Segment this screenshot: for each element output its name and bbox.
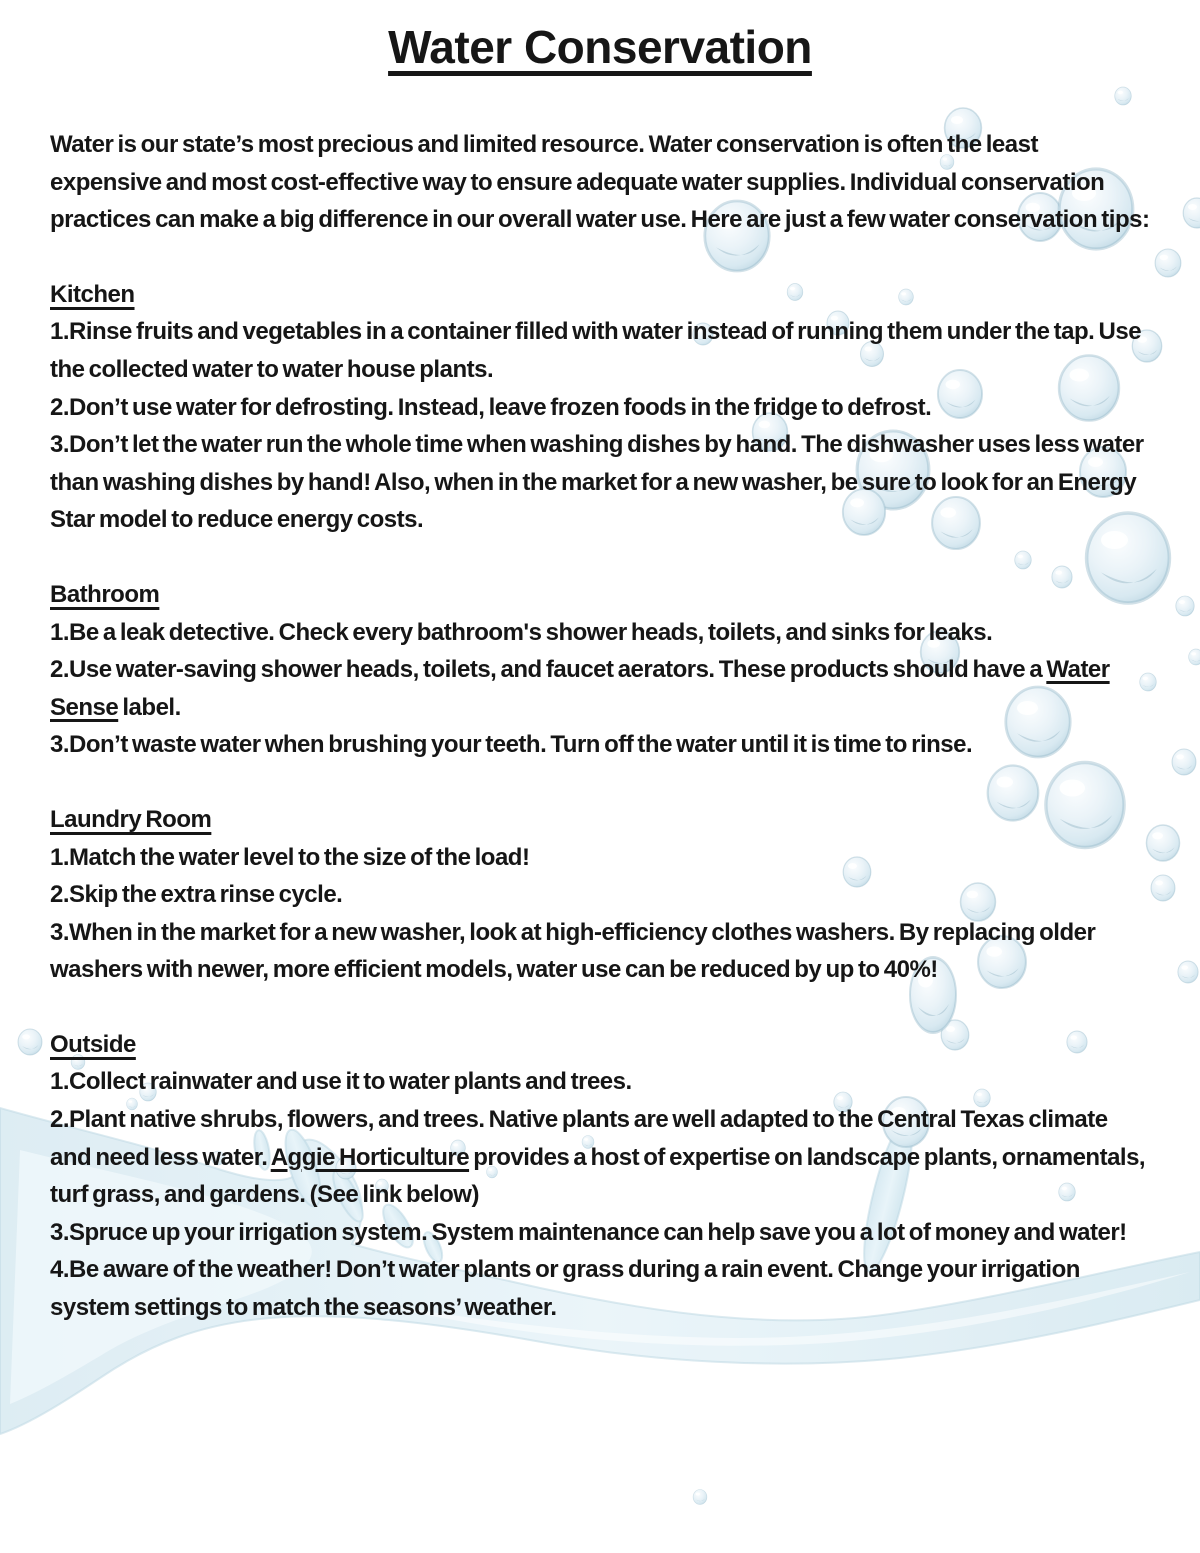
section-heading: Laundry Room [50, 805, 212, 833]
section-bathroom [50, 576, 1150, 764]
tip-text: 2.Don’t use water for defrosting. Instead, leave frozen foods in the fridge to defrost. [50, 393, 932, 421]
sections [50, 276, 1150, 1327]
section-laundry-room [50, 801, 1150, 989]
tip-text: 1.Collect rainwater and use it to water plants and trees. [50, 1068, 632, 1096]
tip-text: 1.Be a leak detective. Check every bathroom's shower heads, toilets, and sinks for leaks. [50, 618, 993, 646]
intro-paragraph: Water is our state’s most precious and limited resource. Water conservation is often the least expensive and most cost-effective way to ensure adequate water supplies. Individual conservation practices can make a big difference in our overall water use. Here are just a few water conservation tips: [50, 131, 1150, 234]
page-title [50, 20, 1150, 74]
tip-item [50, 651, 1150, 726]
tip-item [50, 914, 1150, 989]
tip-item [50, 876, 1150, 914]
section-heading: Bathroom [50, 580, 160, 608]
tip-text: 3.When in the market for a new washer, look at high-efficiency clothes washers. By replacing older washers with newer, more efficient models, water use can be reduced by up to 40%! [50, 918, 1096, 984]
section-heading: Kitchen [50, 280, 135, 308]
tip-text: 4.Be aware of the weather! Don’t water plants or grass during a rain event. Change your irrigation system settings to match the seasons’ weather. [50, 1256, 1080, 1322]
tip-text: 1.Rinse fruits and vegetables in a container filled with water instead of running them under the tap. Use the collected water to water house plants. [50, 318, 1142, 383]
page-title-text: Water Conservation [388, 21, 812, 73]
tip-text: provides a host of expertise on landscape plants, ornamentals, turf grass, and gardens. (See link below) [50, 1143, 1146, 1209]
tip-text: 1.Match the water level to the size of the load! [50, 843, 530, 871]
tip-text: 2.Skip the extra rinse cycle. [50, 881, 343, 909]
tip-item [50, 1251, 1150, 1326]
section-outside [50, 1026, 1150, 1327]
tip-text: 3.Spruce up your irrigation system. System maintenance can help save you a lot of money and water! [50, 1218, 1127, 1246]
tip-item [50, 1214, 1150, 1252]
tip-text: 3.Don’t let the water run the whole time when washing dishes by hand. The dishwasher uses less water than washing dishes by hand! Also, when in the market for a new washer, be sure to look for an Energy Star model to reduce energy costs. [50, 431, 1144, 534]
tip-item [50, 1063, 1150, 1101]
tip-item [50, 426, 1150, 539]
tip-item [50, 313, 1150, 388]
tip-text: 3.Don’t waste water when brushing your teeth. Turn off the water until it is time to rinse. [50, 731, 973, 759]
tip-item [50, 1101, 1150, 1214]
section-kitchen [50, 276, 1150, 539]
tip-item [50, 839, 1150, 877]
inline-link-text[interactable]: Aggie Horticulture [270, 1143, 470, 1171]
tip-item [50, 614, 1150, 652]
tip-text: 2.Use water-saving shower heads, toilets, and faucet aerators. These products should have a [50, 656, 1047, 684]
section-heading: Outside [50, 1030, 136, 1058]
tip-item [50, 726, 1150, 764]
tip-text: label. [118, 693, 181, 721]
tip-item [50, 389, 1150, 427]
tip-text: 2.Plant native shrubs, flowers, and trees. Native plants are well adapted to the Central Texas climate and need less water. [50, 1106, 1112, 1171]
inline-link-text[interactable]: Water Sense [50, 656, 1110, 721]
